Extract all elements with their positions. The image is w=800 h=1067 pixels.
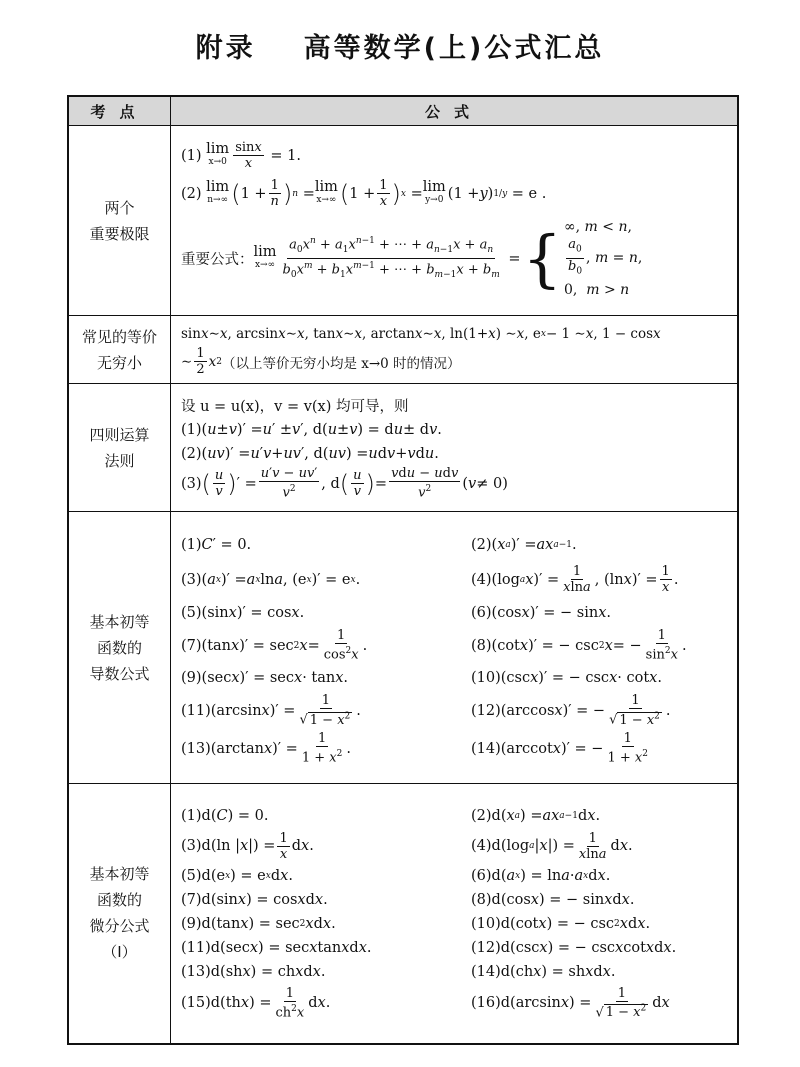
formula-table bbox=[67, 95, 739, 1045]
section-limits bbox=[68, 126, 738, 316]
section-equivalents bbox=[68, 316, 738, 384]
header-formula: 公式 bbox=[171, 96, 739, 126]
section-body: (1)d( C ) = 0. (2)d( x a ) = ax a−1 d x . (3)d(ln | x |) = $\frac{1}{x}$ d x . (4)d(log a | x |) = $\frac{1}{xlna}$ d x . (5)d(e x ) = e x d x . (6)d( a x ) = ln a · a x d x . (7)d(sin x ) = cos x d x . (8)d(cos x ) = − sin x d x . (9)d(tan x ) = sec 2 x d x . (10)d(cot x ) = − csc 2 x d x . (11)d(sec x ) = sec x tan x d x . (12)d(csc x ) = − csc x cot x d x . (13)d(sh x ) = ch x d x . (14)d(ch x ) = sh x d x . (15)d(th x ) = $\frac{1}{ch^2x}$ d x . (16)d(arcsin x ) = $\frac{1}{√ 1 - x^2}$ d x bbox=[171, 784, 739, 1044]
section-title: 四则运算 法则 bbox=[68, 384, 171, 512]
section-title: 常见的等价 无穷小 bbox=[68, 316, 171, 384]
section-title: 基本初等 函数的 导数公式 bbox=[68, 512, 171, 784]
section-body: sin x ∼ x , arcsin x ∼ x , tan x ∼ x , arctan x ∼ x , ln(1+ x ) ∼ x , e x − 1 ∼ x , 1 − cos x ∼ $\frac{1}{2}$ x 2 （以上等价无穷小均是 x→0 时的情况） bbox=[171, 316, 739, 384]
section-differentials bbox=[68, 784, 738, 1044]
header-topic: 考点 bbox=[68, 96, 171, 126]
section-title: 两个 重要极限 bbox=[68, 126, 171, 316]
section-body: (1) C ′ = 0. (2)( x a )′ = ax a−1 . (3)( a x )′ = a x ln a , (e x )′ = e x . (4)(log a x )′ = $\frac{1}{xlna}$ , (ln x )′ = $\frac{1}{x}$ . (5)(sin x )′ = cos x . (6)(cos x )′ = − sin x . (7)(tan x )′ = sec 2 x = $\frac{1}{\cos^2x}$ . (8)(cot x )′ = − csc 2 x = − $\frac{1}{\sin^2x}$ . (9)(sec x )′ = sec x · tan x . (10)(csc x )′ = − csc x · cot x . (11)(arcsin x )′ = $\frac{1}{√ 1 - x^2}$ . (12)(arccos x )′ = − $\frac{1}{√ 1 - x^2}$ . (13)(arctan x )′ = $\frac{1}{1 + x^2}$ . (14)(arccot x )′ = − $\frac{1}{1 + x^2}$ bbox=[171, 512, 739, 784]
section-body: 设 u = u(x)，v = v(x) 均可导，则 (1)( u ± v )′ = u ′ ± v ′, d( u ± v ) = d u ± d v . (2)( uv )′ = u ′ v + uv ′, d( uv ) = u d v + v d u . (3) ( $\frac{u}{v}$ ) ′ = $\frac{u'v - uv'}{v^2}$ , d ( $\frac{u}{v}$ ) = $\frac{\text{vdu − udv}}{v^2}$ ( v ≠ 0) bbox=[171, 384, 739, 512]
section-title: 基本初等 函数的 微分公式 （Ⅰ） bbox=[68, 784, 171, 1044]
section-body: (1) lim x→0 $\frac{\sin x}{x}$ = 1. (2) lim n→∞ ( 1 + $\frac{1}{n}$ ) n = lim x→∞ ( 1 + $\frac{1}{x}$ ) x = lim y→0 (1 + y ) 1/y = e . 重要公式： lim x→∞ $\frac{a_0x^n + a_1x^{n-1} + \cdots + a_{n-1}x + a_n}{b_0x^m + b_1x^{m-1} + \cdots + b_{m-1}x + b_m}$ = { ∞, m < n, $\frac{a_0}{b_0}$ , m = n, 0, m > n bbox=[171, 126, 739, 316]
header-row bbox=[68, 96, 738, 126]
section-derivatives bbox=[68, 512, 738, 784]
section-rules bbox=[68, 384, 738, 512]
page-title: 附录 高等数学(上)公式汇总 bbox=[195, 33, 605, 64]
